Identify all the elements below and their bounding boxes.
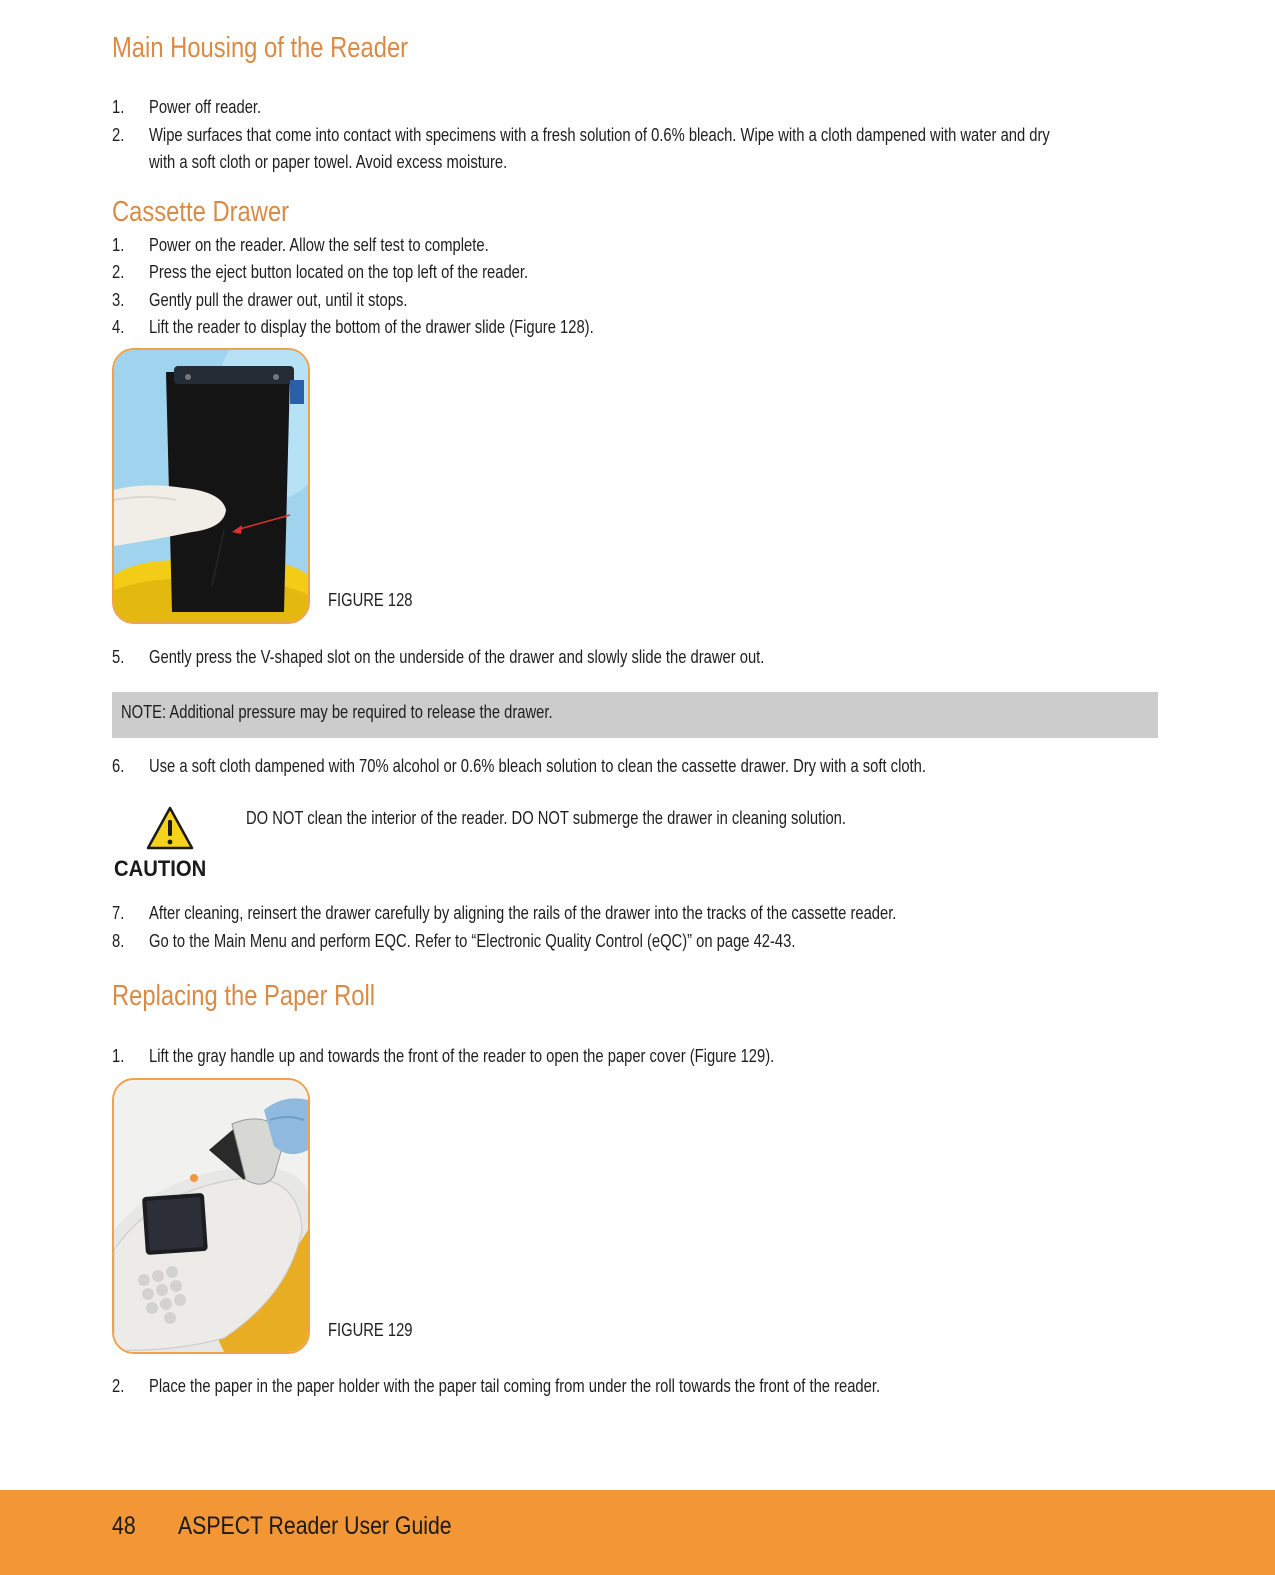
step-number: 1. — [112, 1046, 125, 1066]
page-footer — [0, 1490, 1275, 1575]
step-number: 1. — [112, 97, 125, 117]
note-text: NOTE: Additional pressure may be required to release the drawer. — [121, 702, 553, 722]
step-text: Place the paper in the paper holder with the paper tail coming from under the roll towards the front of the reader. — [149, 1376, 881, 1396]
step-text: Lift the gray handle up and towards the front of the reader to open the paper cover (Figure 129). — [149, 1046, 775, 1066]
heading-paper-roll: Replacing the Paper Roll — [112, 980, 376, 1012]
step-number: 1. — [112, 235, 125, 255]
step-number: 2. — [112, 1376, 125, 1396]
figure-caption: FIGURE 129 — [328, 1320, 413, 1340]
step-text: After cleaning, reinsert the drawer carefully by aligning the rails of the drawer into the tracks of the cassette reader. — [149, 903, 897, 923]
step-number: 7. — [112, 903, 125, 923]
caution-text: DO NOT clean the interior of the reader. DO NOT submerge the drawer in cleaning solution. — [246, 808, 846, 828]
drawer-photo-illustration — [114, 350, 308, 622]
warning-triangle-icon — [146, 806, 194, 850]
step-text: Lift the reader to display the bottom of the drawer slide (Figure 128). — [149, 317, 594, 337]
step-number: 6. — [112, 756, 125, 776]
step-text: Go to the Main Menu and perform EQC. Refer to “Electronic Quality Control (eQC)” on page 42-43. — [149, 931, 796, 951]
step-number: 2. — [112, 262, 125, 282]
step-number: 8. — [112, 931, 125, 951]
step-number: 4. — [112, 317, 125, 337]
step-text: Use a soft cloth dampened with 70% alcohol or 0.6% bleach solution to clean the cassette drawer. Dry with a soft cloth. — [149, 756, 926, 776]
heading-cassette-drawer: Cassette Drawer — [112, 196, 290, 228]
heading-main-housing: Main Housing of the Reader — [112, 32, 409, 64]
note-box — [112, 692, 1158, 738]
step-text: Press the eject button located on the top left of the reader. — [149, 262, 529, 282]
step-text: Gently press the V-shaped slot on the underside of the drawer and slowly slide the drawer out. — [149, 647, 765, 667]
guide-title: ASPECT Reader User Guide — [178, 1512, 452, 1540]
step-text: Gently pull the drawer out, until it stops. — [149, 290, 408, 310]
step-text: Power off reader. — [149, 97, 262, 117]
reader-photo-illustration — [114, 1080, 308, 1352]
step-text: with a soft cloth or paper towel. Avoid excess moisture. — [149, 152, 508, 172]
step-number: 3. — [112, 290, 125, 310]
figure-caption: FIGURE 128 — [328, 590, 413, 610]
step-number: 5. — [112, 647, 125, 667]
step-text: Wipe surfaces that come into contact with specimens with a fresh solution of 0.6% bleach. Wipe with a cloth dampened with water and dry — [149, 125, 1050, 145]
figure-129-image — [112, 1078, 310, 1354]
caution-label: CAUTION — [114, 856, 207, 881]
step-number: 2. — [112, 125, 125, 145]
step-text: Power on the reader. Allow the self test to complete. — [149, 235, 489, 255]
figure-128-image — [112, 348, 310, 624]
page-number: 48 — [112, 1512, 136, 1540]
